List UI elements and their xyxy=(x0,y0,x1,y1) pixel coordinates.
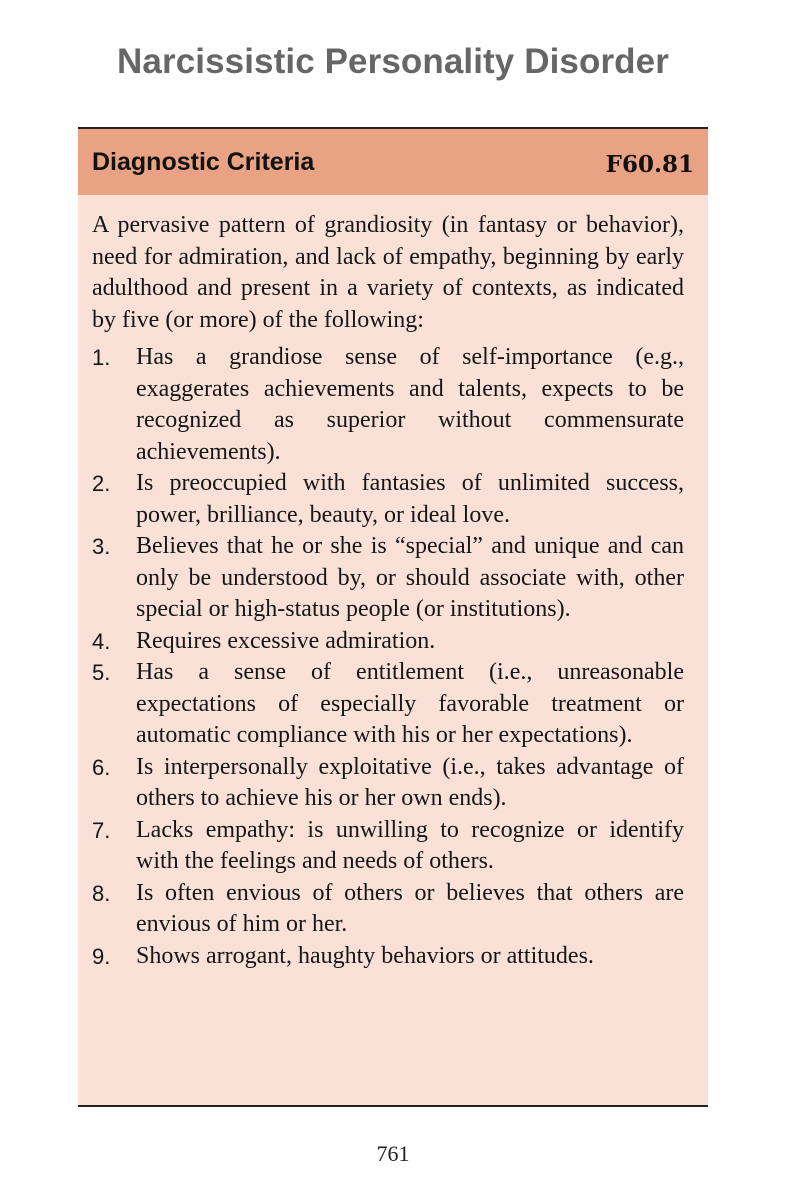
criterion-text: Has a grandiose sense of self-importance (e.g., exaggerates achievements and talents, expects to be recognized as superior without commensurate achievements). xyxy=(136,344,684,465)
criterion-text: Believes that he or she is “special” and unique and can only be understood by, or should associate with, other special or high-status people (or institutions). xyxy=(136,533,684,622)
criterion-number: 6. xyxy=(92,754,111,780)
box-body xyxy=(78,195,708,972)
criterion-7 xyxy=(92,815,684,878)
criterion-6 xyxy=(92,752,684,815)
box-heading: Diagnostic Criteria xyxy=(92,148,315,176)
criterion-number: 8. xyxy=(92,880,111,906)
criterion-4 xyxy=(92,626,684,658)
criterion-number: 3. xyxy=(92,534,111,559)
criterion-number: 1. xyxy=(92,345,111,370)
box-header xyxy=(78,129,708,195)
criterion-text: Lacks empathy: is unwilling to recognize or identify with the feelings and needs of others. xyxy=(136,816,684,874)
criterion-text: Is often envious of others or believes that others are envious of him or her. xyxy=(136,879,684,937)
criteria-list xyxy=(92,342,684,972)
criteria-intro: A pervasive pattern of grandiosity (in fantasy or behavior), need for admiration, and lack of empathy, beginning by early adulthood and present in a variety of contexts, as indicated by five (or more) of the following: xyxy=(92,212,684,333)
diagnostic-code: F60.81 xyxy=(605,151,694,178)
criterion-number: 5. xyxy=(92,660,111,685)
criterion-number: 2. xyxy=(92,471,111,496)
criterion-text: Shows arrogant, haughty behaviors or attitudes. xyxy=(136,942,594,969)
criterion-9 xyxy=(92,941,684,973)
criterion-text: Requires excessive admiration. xyxy=(136,627,436,654)
criterion-5 xyxy=(92,657,684,752)
criterion-text: Has a sense of entitlement (i.e., unreasonable expectations of especially favorable treatment or automatic compliance with his or her expectations). xyxy=(136,659,684,748)
criterion-2 xyxy=(92,468,684,531)
criterion-number: 7. xyxy=(92,817,111,843)
criterion-number: 4. xyxy=(92,628,111,654)
diagnostic-criteria-box xyxy=(78,127,708,1107)
page-number: 761 xyxy=(376,1141,410,1166)
page-title: Narcissistic Personality Disorder xyxy=(117,42,669,81)
criterion-8 xyxy=(92,878,684,941)
criterion-3 xyxy=(92,531,684,626)
criterion-1 xyxy=(92,342,684,468)
criterion-number: 9. xyxy=(92,943,111,969)
criterion-text: Is preoccupied with fantasies of unlimited success, power, brilliance, beauty, or ideal love. xyxy=(136,470,684,528)
criterion-text: Is interpersonally exploitative (i.e., takes advantage of others to achieve his or her own ends). xyxy=(136,753,684,811)
